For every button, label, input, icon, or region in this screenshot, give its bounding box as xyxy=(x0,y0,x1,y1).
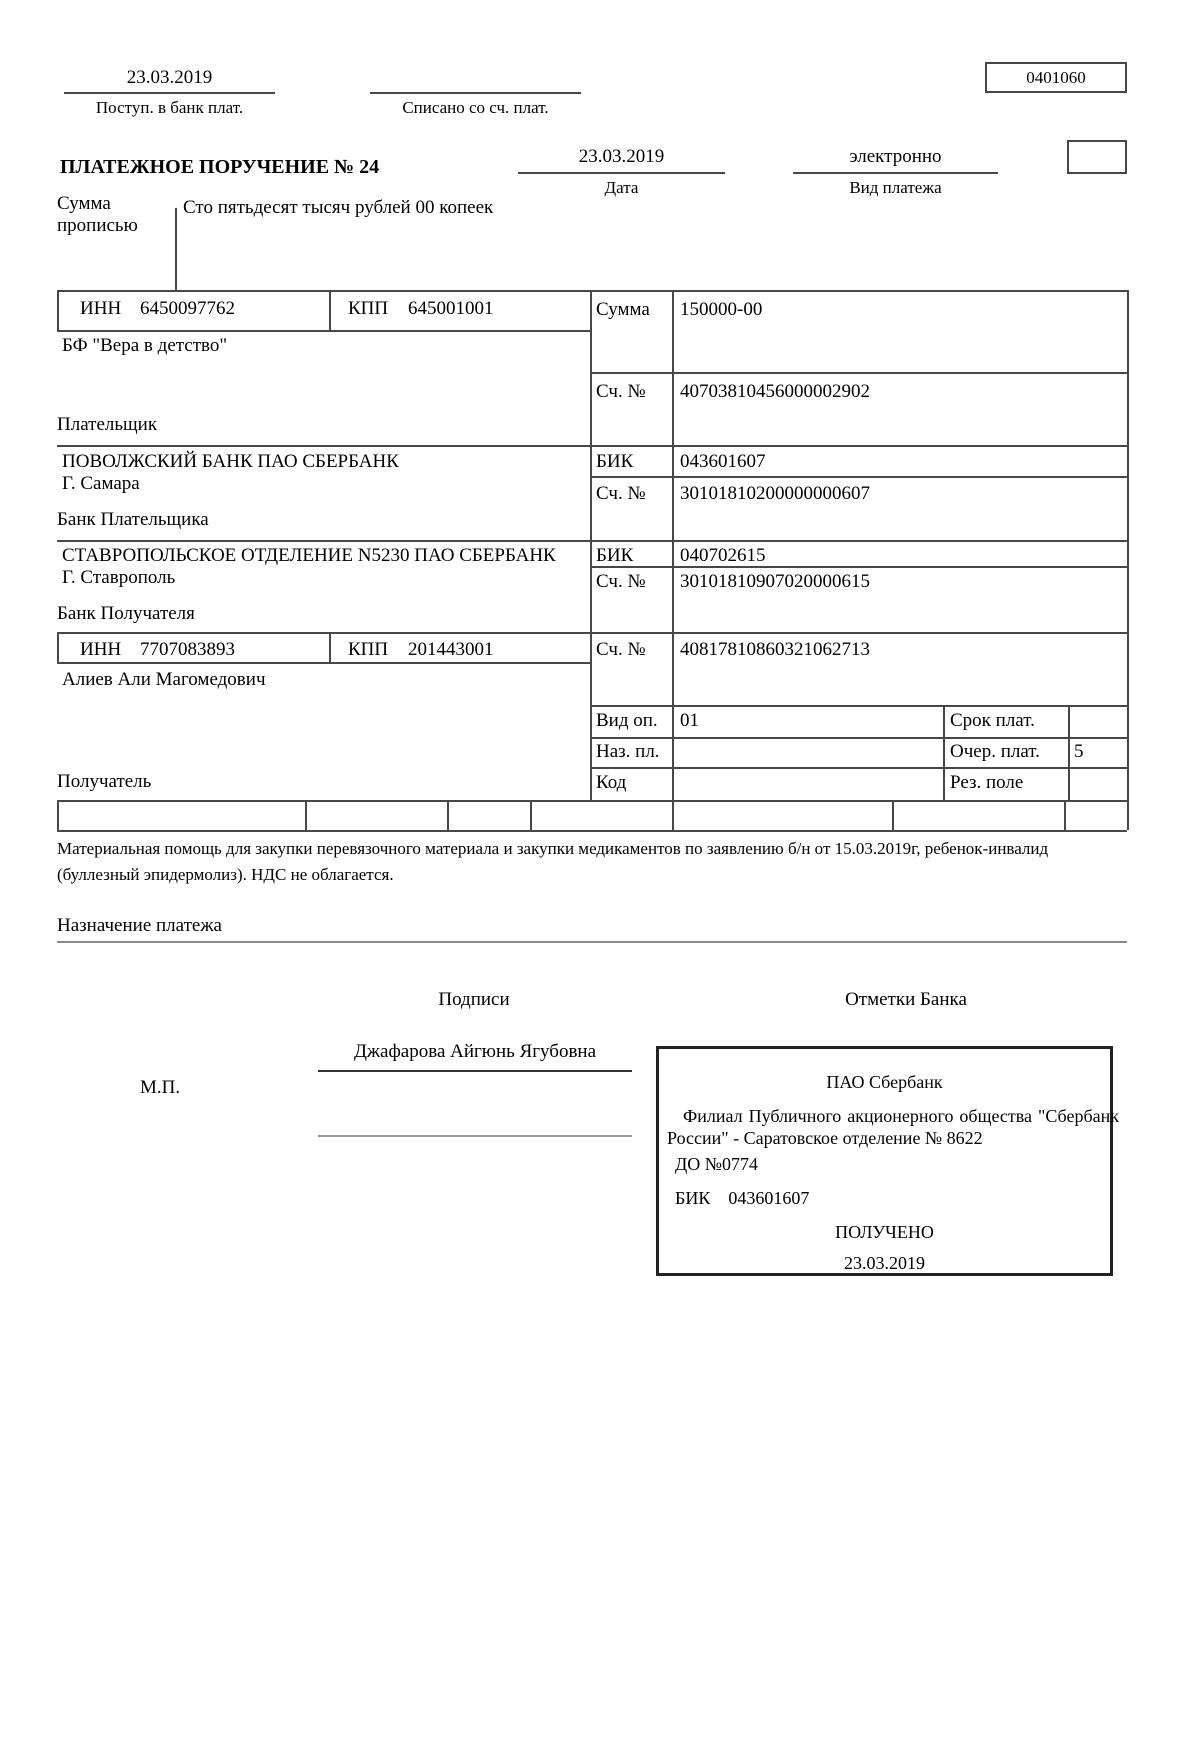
payer-account-value: 40703810456000002902 xyxy=(680,381,870,402)
payer-inn-label: ИНН xyxy=(80,298,122,319)
divider xyxy=(57,540,1127,542)
divider xyxy=(57,941,1127,943)
divider xyxy=(57,330,590,332)
purpose-label: Назначение платежа xyxy=(57,915,222,936)
divider xyxy=(590,767,1127,769)
stamp-place-label: М.П. xyxy=(140,1077,181,1098)
divider xyxy=(57,632,59,662)
divider xyxy=(892,800,894,830)
signer-name: Джафарова Айгюнь Ягубовна xyxy=(353,1041,597,1062)
stamp-bik-label: БИК xyxy=(675,1188,711,1208)
payee-name: Алиев Али Магомедович xyxy=(62,669,266,690)
payee-bank-city: Г. Ставрополь xyxy=(62,567,176,588)
amount-words-label: Сумма прописью xyxy=(57,193,138,236)
document-title: ПЛАТЕЖНОЕ ПОРУЧЕНИЕ № 24 xyxy=(60,156,380,178)
divider xyxy=(64,92,275,94)
payer-name: БФ "Вера в детство" xyxy=(62,335,228,356)
amount-label: Сумма xyxy=(596,299,650,320)
payer-bank-name: ПОВОЛЖСКИЙ БАНК ПАО СБЕРБАНК xyxy=(62,451,399,472)
payee-bank-name: СТАВРОПОЛЬСКОЕ ОТДЕЛЕНИЕ N5230 ПАО СБЕРБАНК xyxy=(62,545,556,566)
code-label: Код xyxy=(596,772,627,793)
amount-words-value: Сто пятьдесят тысяч рублей 00 копеек xyxy=(183,197,494,218)
spare-code-box xyxy=(1067,140,1127,174)
divider xyxy=(57,445,1127,447)
debited-label: Списано со сч. плат. xyxy=(402,98,549,117)
payee-bank-account-value: 30101810907020000615 xyxy=(680,571,870,592)
payer-bank-bik-label: БИК xyxy=(596,451,634,472)
signature-line-1 xyxy=(318,1070,632,1072)
payee-bank-label: Банк Получателя xyxy=(57,603,195,624)
payee-bank-bik-value: 040702615 xyxy=(680,545,766,566)
bank-stamp-box xyxy=(656,1046,1119,1276)
signature-line-2 xyxy=(318,1135,632,1137)
divider xyxy=(793,172,998,174)
divider xyxy=(943,705,945,800)
divider xyxy=(329,632,331,662)
op-kind-label: Вид оп. xyxy=(596,710,658,731)
received-label: Поступ. в банк плат. xyxy=(95,98,244,117)
stamp-bik-row xyxy=(675,1187,809,1210)
payer-bank-bik-value: 043601607 xyxy=(680,451,766,472)
payment-kind-value: электронно xyxy=(849,146,942,167)
divider xyxy=(530,800,532,830)
payer-kpp-value: 645001001 xyxy=(408,298,494,319)
stamp-branch-text: Филиал Публичного акционерного общества "Сбербанк России" - Саратовское отделение № 8622 xyxy=(667,1106,1119,1148)
signatures-title: Подписи xyxy=(438,989,510,1010)
payee-account-label: Сч. № xyxy=(596,639,646,660)
stamp-status: ПОЛУЧЕНО xyxy=(835,1222,934,1242)
divider xyxy=(175,208,177,290)
payer-kpp-label: КПП xyxy=(348,298,389,319)
amount-value: 150000-00 xyxy=(680,299,763,320)
op-kind-value: 01 xyxy=(680,710,699,731)
payer-account-label: Сч. № xyxy=(596,381,646,402)
bank-marks-title: Отметки Банка xyxy=(845,989,967,1010)
date-label: Дата xyxy=(604,178,639,197)
order-value: 5 xyxy=(1074,741,1084,762)
payee-account-value: 40817810860321062713 xyxy=(680,639,870,660)
payee-inn-label: ИНН xyxy=(80,639,122,660)
document-date: 23.03.2019 xyxy=(578,146,665,167)
divider xyxy=(590,737,1127,739)
reserve-label: Рез. поле xyxy=(950,772,1024,793)
payee-inn-value: 7707083893 xyxy=(140,639,235,660)
payer-bank-account-label: Сч. № xyxy=(596,483,646,504)
payment-kind-label: Вид платежа xyxy=(849,178,942,197)
divider xyxy=(672,290,674,830)
divider xyxy=(518,172,725,174)
payer-label: Плательщик xyxy=(57,414,158,435)
divider xyxy=(305,800,307,830)
payee-kpp-value: 201443001 xyxy=(408,639,494,660)
divider xyxy=(57,290,1127,292)
purpose-code-label: Наз. пл. xyxy=(596,741,660,762)
divider xyxy=(590,476,1127,478)
divider xyxy=(590,372,1127,374)
divider xyxy=(1068,705,1070,800)
form-code-box xyxy=(985,62,1127,93)
form-code: 0401060 xyxy=(1026,68,1086,87)
payee-bank-bik-label: БИК xyxy=(596,545,634,566)
payee-kpp-label: КПП xyxy=(348,639,389,660)
payer-bank-city: Г. Самара xyxy=(62,473,140,494)
divider xyxy=(329,290,331,330)
divider xyxy=(447,800,449,830)
stamp-date: 23.03.2019 xyxy=(844,1253,925,1273)
payee-label: Получатель xyxy=(57,771,152,792)
divider xyxy=(57,800,59,830)
stamp-bank-name: ПАО Сбербанк xyxy=(826,1072,943,1092)
divider xyxy=(57,290,59,330)
order-label: Очер. плат. xyxy=(950,741,1040,762)
divider xyxy=(57,830,1127,832)
divider xyxy=(1064,800,1066,830)
payer-bank-account-value: 30101810200000000607 xyxy=(680,483,870,504)
purpose-text: Материальная помощь для закупки перевязочного материала и закупки медикаментов по заявлению б/н от 15.03.2019г, ребенок-инвалид (буллезный эпидермолиз). НДС не облагается. xyxy=(57,839,1049,884)
divider xyxy=(590,705,1127,707)
payee-bank-account-label: Сч. № xyxy=(596,571,646,592)
received-date: 23.03.2019 xyxy=(126,67,213,88)
divider xyxy=(370,92,581,94)
divider xyxy=(57,632,1127,634)
stamp-office: ДО №0774 xyxy=(675,1154,758,1174)
stamp-bik-value: 043601607 xyxy=(728,1188,810,1208)
divider xyxy=(590,566,1127,568)
divider xyxy=(590,290,592,800)
divider xyxy=(57,662,590,664)
term-label: Срок плат. xyxy=(950,710,1035,731)
divider xyxy=(1127,290,1129,830)
payer-inn-value: 6450097762 xyxy=(140,298,235,319)
payer-bank-label: Банк Плательщика xyxy=(57,509,209,530)
divider xyxy=(57,800,1127,802)
